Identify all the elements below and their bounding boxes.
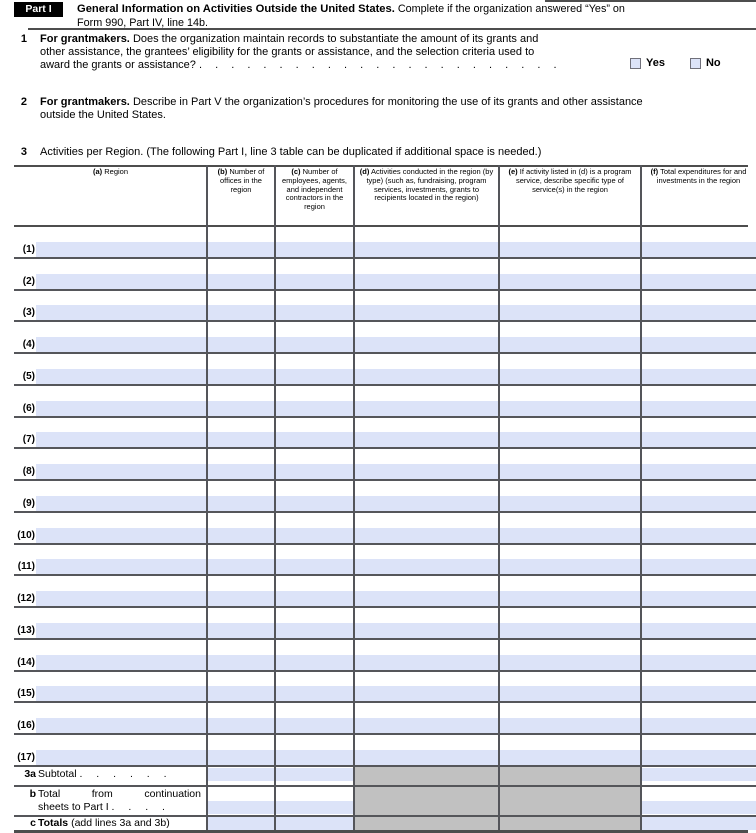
part-header-rule (28, 28, 756, 30)
totals-activities-shaded-cell (354, 817, 499, 830)
part-title-rest: Complete if the organization answered “Yes” on (397, 3, 625, 15)
subtotal-employees-cell (275, 767, 354, 785)
totals-services-shaded-cell (499, 817, 641, 830)
part-title-line2: Form 990, Part IV, line 14b. (77, 16, 209, 29)
table-row (14, 418, 756, 450)
q2-lead: For grantmakers. (40, 96, 130, 108)
q1-yes-no-group (630, 57, 721, 69)
table-footer (14, 767, 756, 830)
continuation-offices-cell (207, 787, 275, 815)
region-row-input[interactable] (36, 432, 756, 447)
totals-offices-input[interactable] (207, 817, 275, 830)
subtotal-expenditures-input[interactable] (641, 768, 756, 781)
totals-text: Totals (add lines 3a and 3b) (38, 817, 170, 829)
continuation-employees-input[interactable] (275, 801, 354, 814)
region-row-input[interactable] (36, 369, 756, 384)
subtotal-text: Subtotal . . . . . . (38, 768, 167, 780)
subtotal-number: 3a (24, 768, 36, 780)
totals-offices-cell (207, 817, 275, 830)
region-row-input[interactable] (36, 591, 756, 606)
subtotal-employees-input[interactable] (275, 768, 354, 781)
q3-text: Activities per Region. (The following Part I, line 3 table can be duplicated if additional space is needed.) (40, 146, 542, 158)
continuation-employees-cell (275, 787, 354, 815)
row-number-label: (13) (17, 624, 35, 636)
region-row-input[interactable] (36, 718, 756, 733)
q2-line2: outside the United States. (40, 109, 166, 121)
subtotal-offices-input[interactable] (207, 768, 275, 781)
dotted-leader: . . . . . . . . . . . . . . . . . . . . . . . (198, 59, 557, 71)
region-row-input[interactable] (36, 274, 756, 289)
table-row (14, 449, 756, 481)
continuation-offices-input[interactable] (207, 801, 275, 814)
col-header-e: (e) If activity listed in (d) is a program service, describe specific type of service(s) in the region (508, 167, 632, 194)
part-title (77, 3, 625, 30)
row-number-label: (3) (22, 307, 35, 319)
q3-number: 3 (20, 146, 27, 158)
table-row (14, 227, 756, 259)
part-title-bold: General Information on Activities Outside the United States. (77, 3, 395, 15)
col-divider-cd (353, 165, 355, 830)
subtotal-offices-cell (207, 767, 275, 785)
subtotal-activities-shaded-cell (354, 767, 499, 785)
table-row (14, 703, 756, 735)
row-number-label: (15) (17, 688, 35, 700)
table-row (14, 545, 756, 577)
region-row-input[interactable] (36, 401, 756, 416)
continuation-services-shaded-cell (499, 787, 641, 815)
dotted-leader: . . . . (111, 800, 165, 813)
table-row (14, 322, 756, 354)
col-header-b: (b) Number of offices in the region (217, 167, 265, 194)
table-row (14, 735, 756, 767)
col-divider-bc (274, 165, 276, 830)
totals-employees-input[interactable] (275, 817, 354, 830)
continuation-activities-shaded-cell (354, 787, 499, 815)
q1-line2: other assistance, the grantees’ eligibility for the grants or assistance, and the selection criteria used to (40, 46, 535, 58)
table-row (14, 513, 756, 545)
top-partial-rule (545, 0, 756, 2)
col-divider-ab (206, 165, 208, 830)
region-row-input[interactable] (36, 623, 756, 638)
row-number-label: (9) (22, 497, 35, 509)
table-row (14, 576, 756, 608)
row-number-label: (8) (22, 466, 35, 478)
region-row-input[interactable] (36, 305, 756, 320)
row-number-label: (4) (22, 339, 35, 351)
row-number-label: (2) (22, 275, 35, 287)
continuation-expenditures-input[interactable] (641, 801, 756, 814)
q1-line1: For grantmakers. Does the organization maintain records to substantiate the amount of its grants and (40, 33, 539, 45)
table-row (14, 608, 756, 640)
row-number-label: (11) (17, 561, 35, 573)
yes-checkbox[interactable] (630, 58, 641, 69)
row-number-label: (14) (17, 656, 35, 668)
table-row (14, 672, 756, 704)
table-body (14, 227, 756, 767)
region-row-input[interactable] (36, 337, 756, 352)
row-number-label: (16) (17, 720, 35, 732)
subtotal-expenditures-cell (641, 767, 756, 785)
col-header-f: (f) Total expenditures for and investments in the region (650, 167, 747, 185)
table-row (14, 354, 756, 386)
region-row-input[interactable] (36, 528, 756, 543)
totals-number: c (30, 817, 36, 829)
row-number-label: (6) (22, 402, 35, 414)
q2-line1: For grantmakers. Describe in Part V the organization’s procedures for monitoring the use of its grants and other assistance (40, 96, 643, 108)
dotted-leader: . . . . . . (79, 768, 167, 780)
row-number-label: (17) (17, 752, 35, 764)
table-row (14, 640, 756, 672)
col-divider-de (498, 165, 500, 830)
col-divider-ef (640, 165, 642, 830)
subtotal-services-shaded-cell (499, 767, 641, 785)
q1-lead: For grantmakers. (40, 33, 130, 45)
totals-row (14, 817, 756, 830)
continuation-row (14, 787, 756, 817)
region-row-input[interactable] (36, 496, 756, 511)
table-row (14, 386, 756, 418)
col-header-c: (c) Number of employees, agents, and independent contractors in the region (281, 167, 348, 212)
region-row-input[interactable] (36, 750, 756, 765)
row-number-label: (5) (22, 370, 35, 382)
row-number-label: (10) (17, 529, 35, 541)
q1-number: 1 (20, 33, 27, 45)
table-row (14, 259, 756, 291)
table-row (14, 291, 756, 323)
region-row-input[interactable] (36, 686, 756, 701)
part-title-line1 (77, 3, 625, 17)
part-label-badge: Part I (14, 2, 63, 17)
q2-number: 2 (20, 96, 27, 108)
subtotal-row (14, 767, 756, 787)
table-row (14, 481, 756, 513)
row-number-label: (1) (22, 243, 35, 255)
no-label: No (705, 57, 721, 69)
col-header-d: (d) Activities conducted in the region (by type) (such as, fundraising, program services, investments, grants to recipients located in the region) (359, 167, 494, 203)
totals-expenditures-cell (641, 817, 756, 830)
q1-line3: award the grants or assistance? . . . . . . . . . . . . . . . . . . . . . . . (40, 59, 557, 71)
no-checkbox[interactable] (690, 58, 701, 69)
continuation-expenditures-cell (641, 787, 756, 815)
continuation-number: b (29, 788, 36, 800)
region-row-input[interactable] (36, 655, 756, 670)
col-header-a: (a) Region (92, 167, 129, 176)
totals-employees-cell (275, 817, 354, 830)
region-row-input[interactable] (36, 242, 756, 257)
region-row-input[interactable] (36, 464, 756, 479)
continuation-text: Total from continuation sheets to Part I . . . . (38, 788, 201, 813)
totals-expenditures-input[interactable] (641, 817, 756, 830)
region-row-input[interactable] (36, 559, 756, 574)
yes-label: Yes (646, 57, 665, 69)
row-number-label: (12) (17, 593, 35, 605)
row-number-label: (7) (22, 434, 35, 446)
